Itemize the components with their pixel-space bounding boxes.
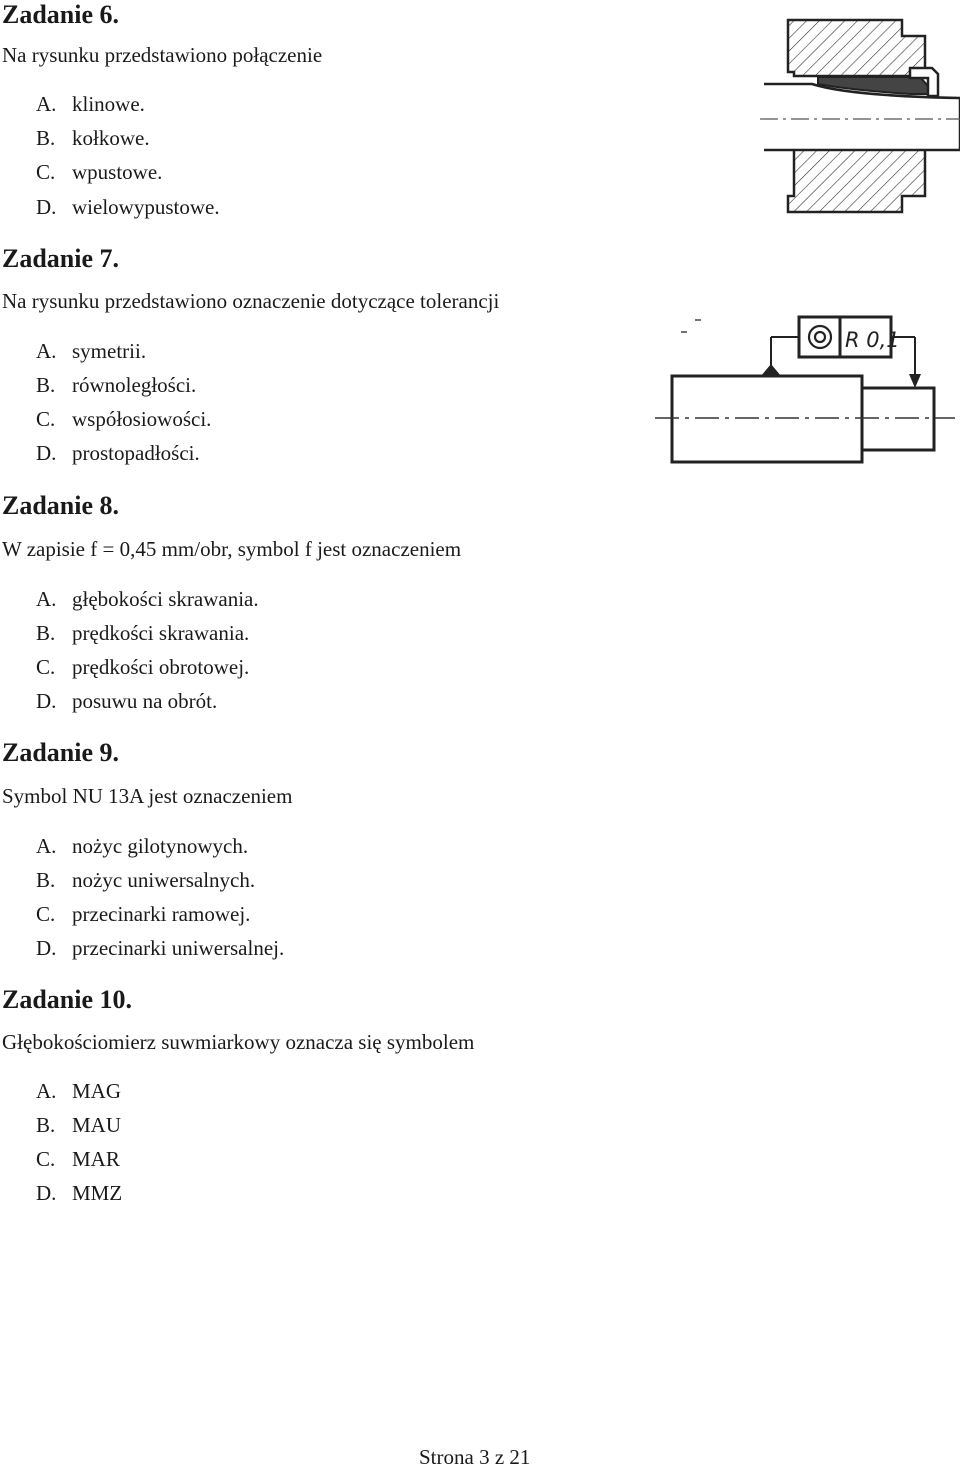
- task-8-question: W zapisie f = 0,45 mm/obr, symbol f jest oznaczeniem: [2, 537, 462, 561]
- task-7-title: Zadanie 7.: [2, 244, 120, 273]
- task-9-question: Symbol NU 13A jest oznaczeniem: [2, 784, 293, 808]
- option-text: MAU: [72, 1113, 122, 1137]
- task-10-question: Głębokościomierz suwmiarkowy oznacza się symbolem: [2, 1030, 475, 1054]
- task-10-option-a: [36, 1081, 121, 1102]
- task-6-option-c: [36, 162, 162, 183]
- option-letter: B.: [36, 621, 56, 645]
- task-9-option-b: [36, 870, 255, 891]
- task-6-option-b: [36, 128, 150, 149]
- option-text: MMZ: [72, 1181, 123, 1205]
- task-10-option-b: [36, 1115, 121, 1136]
- tolerance-drawing: [655, 312, 955, 472]
- task-7-question: Na rysunku przedstawiono oznaczenie dotyczące tolerancji: [2, 289, 500, 313]
- option-letter: A.: [36, 587, 57, 611]
- task-10-option-d: [36, 1183, 122, 1204]
- task-9-title: Zadanie 9.: [2, 738, 120, 767]
- option-letter: C.: [36, 1147, 56, 1171]
- task-6-title: Zadanie 6.: [2, 0, 120, 29]
- option-letter: B.: [36, 126, 56, 150]
- option-letter: D.: [36, 441, 57, 465]
- option-text: posuwu na obrót.: [72, 689, 218, 713]
- option-text: MAG: [72, 1079, 122, 1103]
- option-text: przecinarki uniwersalnej.: [72, 936, 285, 960]
- task-7-option-a: [36, 341, 146, 362]
- task-8-title: Zadanie 8.: [2, 491, 120, 520]
- page-number: Strona 3 z 21: [419, 1445, 531, 1469]
- option-letter: D.: [36, 1181, 57, 1205]
- task-6-question: Na rysunku przedstawiono połączenie: [2, 43, 323, 67]
- option-letter: C.: [36, 160, 56, 184]
- option-text: prędkości skrawania.: [72, 621, 250, 645]
- option-letter: A.: [36, 92, 57, 116]
- option-text: wielowypustowe.: [72, 195, 220, 219]
- task-9-option-c: [36, 904, 250, 925]
- option-text: przecinarki ramowej.: [72, 902, 251, 926]
- option-letter: D.: [36, 936, 57, 960]
- option-text: prostopadłości.: [72, 441, 200, 465]
- task-8-option-b: [36, 623, 249, 644]
- option-letter: A.: [36, 1079, 57, 1103]
- task-8-option-a: [36, 589, 259, 610]
- option-letter: D.: [36, 195, 57, 219]
- option-text: współosiowości.: [72, 407, 212, 431]
- key-joint-drawing: [760, 16, 960, 216]
- option-text: klinowe.: [72, 92, 145, 116]
- option-letter: D.: [36, 689, 57, 713]
- task-10-option-c: [36, 1149, 120, 1170]
- option-letter: B.: [36, 868, 56, 892]
- task-6-option-a: [36, 94, 145, 115]
- option-text: wpustowe.: [72, 160, 163, 184]
- option-text: MAR: [72, 1147, 120, 1171]
- option-letter: C.: [36, 407, 56, 431]
- task-10-title: Zadanie 10.: [2, 985, 133, 1014]
- option-letter: C.: [36, 902, 56, 926]
- option-letter: B.: [36, 373, 56, 397]
- option-text: symetrii.: [72, 339, 147, 363]
- option-text: kołkowe.: [72, 126, 150, 150]
- task-7-option-c: [36, 409, 211, 430]
- option-letter: A.: [36, 339, 57, 363]
- option-letter: B.: [36, 1113, 56, 1137]
- option-text: prędkości obrotowej.: [72, 655, 250, 679]
- task-7-option-b: [36, 375, 196, 396]
- option-text: równoległości.: [72, 373, 197, 397]
- option-text: nożyc uniwersalnych.: [72, 868, 256, 892]
- task-7-option-d: [36, 443, 200, 464]
- option-text: nożyc gilotynowych.: [72, 834, 249, 858]
- task-6-option-d: [36, 197, 220, 218]
- option-letter: C.: [36, 655, 56, 679]
- task-9-option-a: [36, 836, 248, 857]
- task-8-option-c: [36, 657, 249, 678]
- task-8-option-d: [36, 691, 217, 712]
- task-9-option-d: [36, 938, 284, 959]
- tolerance-value: R 0,1: [845, 328, 900, 352]
- option-letter: A.: [36, 834, 57, 858]
- option-text: głębokości skrawania.: [72, 587, 259, 611]
